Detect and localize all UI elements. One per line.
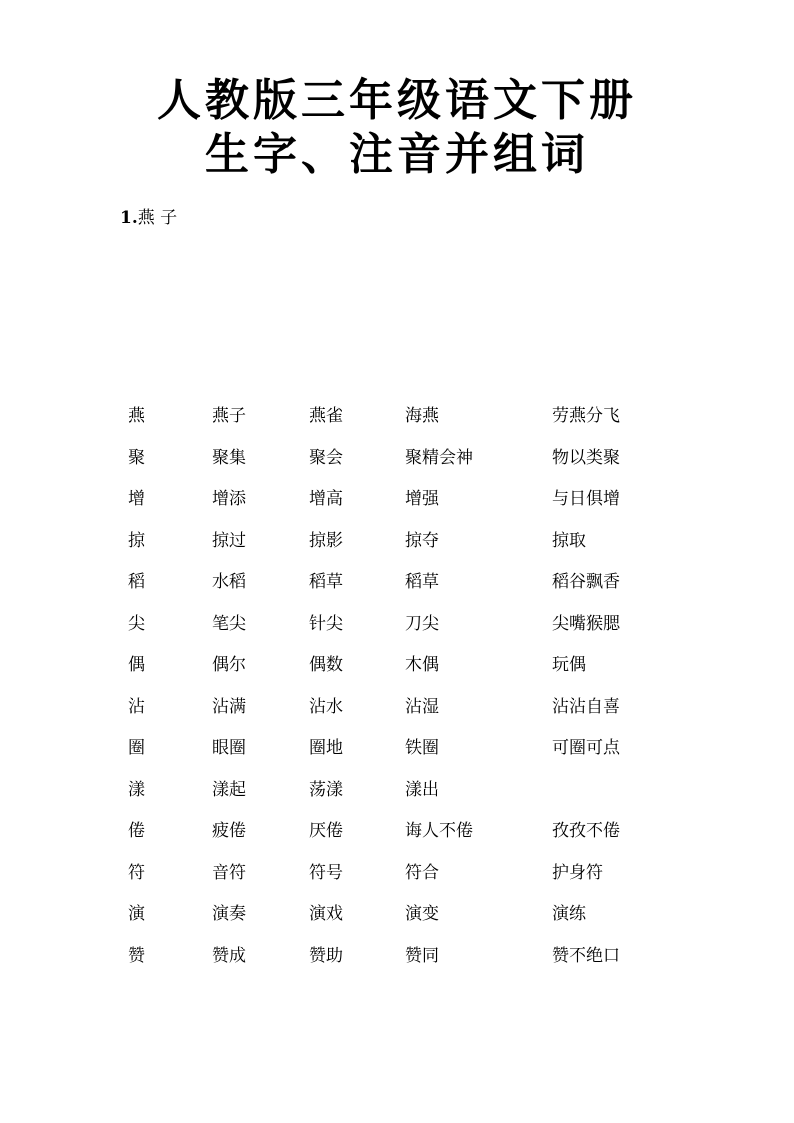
word-cell: 演奏 <box>212 904 246 925</box>
character-cell: 聚 <box>128 447 145 468</box>
character-cell: 赞 <box>128 945 145 966</box>
word-cell: 聚精会神 <box>405 447 473 468</box>
character-cell: 稻 <box>128 572 145 593</box>
word-cell: 偶尔 <box>212 655 246 676</box>
character-cell: 演 <box>128 904 145 925</box>
word-cell: 音符 <box>212 862 246 883</box>
word-cell: 海燕 <box>405 406 439 427</box>
word-cell: 圈地 <box>309 738 343 759</box>
character-cell: 圈 <box>128 738 145 759</box>
word-cell: 赞成 <box>212 945 246 966</box>
document-title-line-1: 人教版三年级语文下册 <box>157 75 637 126</box>
word-cell: 稻草 <box>309 572 343 593</box>
lesson-name: 燕 子 <box>137 208 178 228</box>
word-row <box>128 393 652 435</box>
word-cell: 疲倦 <box>212 821 246 842</box>
word-cell: 符合 <box>405 862 439 883</box>
word-cell: 尖嘴猴腮 <box>552 613 620 634</box>
word-table <box>128 393 652 974</box>
word-cell: 玩偶 <box>552 655 586 676</box>
word-cell: 可圈可点 <box>552 738 620 759</box>
word-row <box>128 518 652 560</box>
word-row <box>128 891 652 933</box>
character-cell: 燕 <box>128 406 145 427</box>
word-cell <box>552 767 652 809</box>
lesson-heading <box>120 203 177 228</box>
word-row <box>128 850 652 892</box>
word-cell: 赞同 <box>405 945 439 966</box>
lesson-number: 1. <box>120 208 138 228</box>
character-cell: 掠 <box>128 530 145 551</box>
document-title-line-2: 生字、注音并组词 <box>205 129 589 180</box>
word-cell: 赞不绝口 <box>552 945 620 966</box>
character-cell: 漾 <box>128 779 145 800</box>
word-cell: 燕子 <box>212 406 246 427</box>
word-cell: 诲人不倦 <box>405 821 473 842</box>
character-cell: 沾 <box>128 696 145 717</box>
character-cell: 偶 <box>128 655 145 676</box>
word-cell: 沾满 <box>212 696 246 717</box>
word-cell: 沾沾自喜 <box>552 696 620 717</box>
word-cell: 铁圈 <box>405 738 439 759</box>
word-cell: 厌倦 <box>309 821 343 842</box>
character-cell: 尖 <box>128 613 145 634</box>
character-cell: 倦 <box>128 821 145 842</box>
word-cell: 增添 <box>212 489 246 510</box>
word-cell: 符号 <box>309 862 343 883</box>
word-cell: 漾起 <box>212 779 246 800</box>
word-cell: 稻谷飘香 <box>552 572 620 593</box>
word-cell: 水稻 <box>212 572 246 593</box>
word-cell: 刀尖 <box>405 613 439 634</box>
word-cell: 孜孜不倦 <box>552 821 620 842</box>
word-cell: 掠影 <box>309 530 343 551</box>
word-cell: 沾湿 <box>405 696 439 717</box>
word-row <box>128 684 652 726</box>
word-cell: 针尖 <box>309 613 343 634</box>
word-cell: 荡漾 <box>309 779 343 800</box>
word-cell: 劳燕分飞 <box>552 406 620 427</box>
word-cell: 燕雀 <box>309 406 343 427</box>
character-cell: 增 <box>128 489 145 510</box>
word-cell: 眼圈 <box>212 738 246 759</box>
word-cell: 增强 <box>405 489 439 510</box>
word-cell: 与日俱增 <box>552 489 620 510</box>
word-cell: 演戏 <box>309 904 343 925</box>
word-row <box>128 808 652 850</box>
word-cell: 漾出 <box>405 779 439 800</box>
word-cell: 赞助 <box>309 945 343 966</box>
word-cell: 掠取 <box>552 530 586 551</box>
word-cell: 物以类聚 <box>552 447 620 468</box>
character-cell: 符 <box>128 862 145 883</box>
word-row <box>128 725 652 767</box>
word-row <box>128 476 652 518</box>
word-row <box>128 601 652 643</box>
word-cell: 掠夺 <box>405 530 439 551</box>
word-cell: 护身符 <box>552 862 603 883</box>
word-cell: 沾水 <box>309 696 343 717</box>
word-row <box>128 933 652 975</box>
word-cell: 增高 <box>309 489 343 510</box>
word-row <box>128 642 652 684</box>
word-row <box>128 767 652 809</box>
word-row <box>128 559 652 601</box>
word-cell: 掠过 <box>212 530 246 551</box>
word-cell: 稻草 <box>405 572 439 593</box>
word-cell: 笔尖 <box>212 613 246 634</box>
word-cell: 聚集 <box>212 447 246 468</box>
word-cell: 聚会 <box>309 447 343 468</box>
word-row <box>128 435 652 477</box>
word-cell: 演变 <box>405 904 439 925</box>
word-cell: 偶数 <box>309 655 343 676</box>
word-cell: 演练 <box>552 904 586 925</box>
word-cell: 木偶 <box>405 655 439 676</box>
